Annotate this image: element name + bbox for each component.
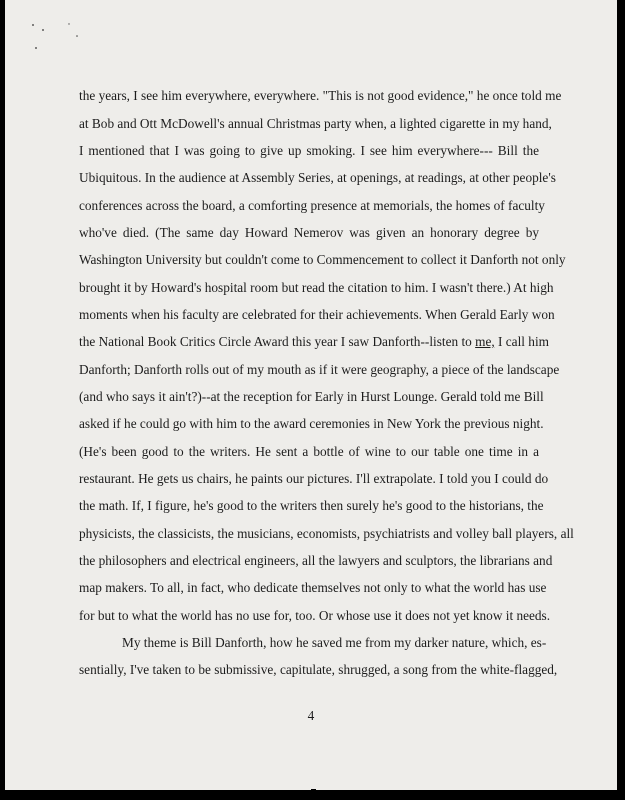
text-line: who've died. (The same day Howard Nemerov was given an honorary degree by [79, 225, 539, 240]
text-line: (He's been good to the writers. He sent a bottle of wine to our table one time in a [79, 444, 539, 459]
text-line: map makers. To all, in fact, who dedicate themselves not only to what the world has use [79, 580, 547, 595]
text-line: Ubiquitous. In the audience at Assembly Series, at openings, at readings, at other people's [79, 170, 556, 185]
text-line [79, 333, 549, 351]
text-line: for but to what the world has no use for, too. Or whose use it does not yet know it needs. [79, 608, 551, 623]
speck [35, 47, 37, 49]
text-segment: I call him [494, 334, 549, 349]
speck [76, 35, 78, 37]
speck [68, 23, 69, 24]
text-line: the math. If, I figure, he's good to the writers then surely he's good to the historians, the [79, 498, 544, 513]
text-line: brought it by Howard's hospital room but read the citation to him. I wasn't there.) At high [79, 280, 554, 295]
paragraph-first-line: My theme is Bill Danforth, how he saved me from my darker nature, which, es- [122, 635, 547, 650]
text-line: (and who says it ain't?)--at the reception for Early in Hurst Lounge. Gerald told me Bill [79, 389, 544, 404]
text-line: the years, I see him everywhere, everywhere. "This is not good evidence," he once told me [79, 88, 562, 103]
speck [42, 29, 44, 31]
text-line: restaurant. He gets us chairs, he paints our pictures. I'll extrapolate. I told you I could do [79, 471, 549, 486]
text-line: sentially, I've taken to be submissive, capitulate, shrugged, a song from the white-flagged, [79, 662, 558, 677]
text-line: Danforth; Danforth rolls out of my mouth as if it were geography, a piece of the landscape [79, 362, 560, 377]
underlined-word: me, [475, 334, 495, 349]
text-line: the philosophers and electrical engineers, all the lawyers and sculptors, the librarians and [79, 553, 553, 568]
text-segment: the National Book Critics Circle Award this year I saw Danforth--listen to [79, 334, 476, 349]
page-number: 4 [307, 708, 315, 723]
text-line: conferences across the board, a comforting presence at memorials, the homes of faculty [79, 198, 545, 213]
document-page [5, 0, 617, 790]
scan-edge-mark [311, 789, 316, 793]
text-line: moments when his faculty are celebrated for their achievements. When Gerald Early won [79, 307, 555, 322]
text-line: asked if he could go with him to the award ceremonies in New York the previous night. [79, 416, 544, 431]
text-line: at Bob and Ott McDowell's annual Christmas party when, a lighted cigarette in my hand, [79, 116, 552, 131]
speck [32, 24, 34, 26]
text-line: Washington University but couldn't come to Commencement to collect it Danforth not only [79, 252, 566, 267]
text-line: I mentioned that I was going to give up smoking. I see him everywhere--- Bill the [79, 143, 539, 158]
text-line: physicists, the classicists, the musicians, economists, psychiatrists and volley ball players, all [79, 526, 574, 541]
